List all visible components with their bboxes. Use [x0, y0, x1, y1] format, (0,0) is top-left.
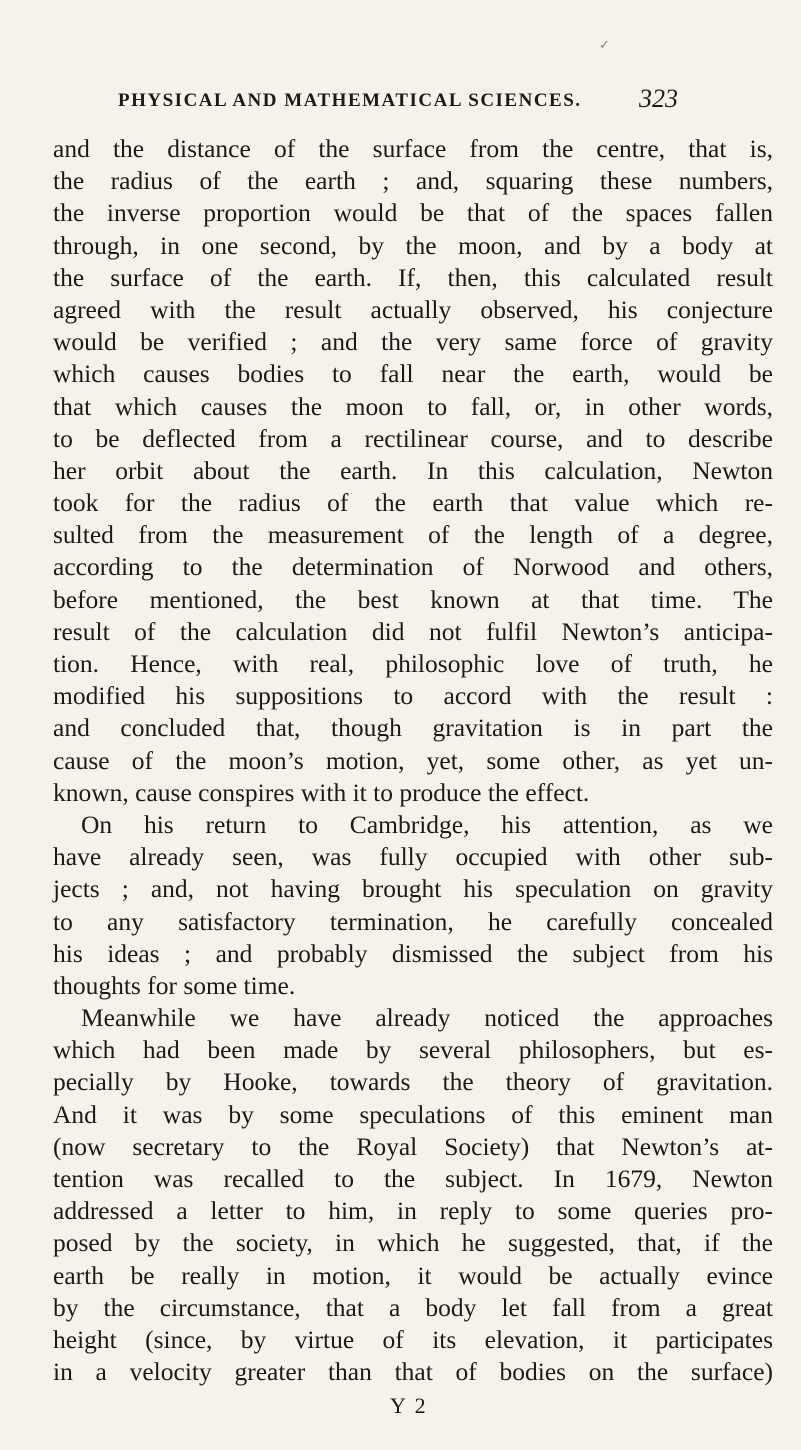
signature-mark: Y 2	[390, 1393, 428, 1418]
text-line: by the circumstance, that a body let fall from a great	[53, 1292, 773, 1322]
text-line: tention was recalled to the subject. In 1679, Newton	[53, 1164, 773, 1193]
text-line: to any satisfactory termination, he carefully concealed	[53, 906, 773, 936]
body-text	[53, 133, 773, 1388]
text-line: her orbit about the earth. In this calculation, Newton	[53, 455, 773, 485]
paragraph	[53, 809, 773, 1002]
text-line: posed by the society, in which he suggested, that, if the	[53, 1228, 773, 1258]
text-line: before mentioned, the best known at that time. The	[53, 584, 773, 614]
text-line: modified his suppositions to accord with the result :	[53, 681, 773, 711]
text-line: agreed with the result actually observed, his conjecture	[53, 294, 773, 324]
paragraph	[53, 1002, 773, 1388]
text-line: which causes bodies to fall near the earth, would be	[53, 359, 773, 389]
text-line: (now secretary to the Royal Society) that Newton’s at-	[53, 1131, 773, 1161]
text-line: have already seen, was fully occupied with other sub-	[53, 842, 773, 872]
text-line: Meanwhile we have already noticed the approaches	[81, 1003, 773, 1033]
text-line: the radius of the earth ; and, squaring these numbers,	[53, 166, 773, 196]
text-line: On his return to Cambridge, his attention, as we	[81, 809, 773, 839]
text-line: earth be really in motion, it would be actually evince	[53, 1260, 773, 1290]
text-line: which had been made by several philosophers, but es-	[53, 1035, 773, 1065]
text-line: took for the radius of the earth that value which re-	[53, 488, 773, 518]
text-line: in a velocity greater than that of bodies on the surface)	[53, 1357, 773, 1387]
page-number: 323	[639, 84, 678, 113]
text-line: cause of the moon’s motion, yet, some other, as yet un-	[53, 745, 773, 775]
text-line: and concluded that, though gravitation is in part the	[53, 713, 773, 743]
text-line: to be deflected from a rectilinear course, and to describe	[53, 423, 773, 453]
text-line: that which causes the moon to fall, or, in other words,	[53, 391, 773, 421]
text-line: thoughts for some time.	[53, 970, 296, 1000]
text-line: through, in one second, by the moon, and by a body at	[53, 230, 773, 260]
text-line: sulted from the measurement of the length of a degree,	[53, 520, 773, 550]
paragraph	[53, 133, 773, 809]
text-line: height (since, by virtue of its elevation, it participates	[53, 1324, 773, 1354]
text-line: known, cause conspires with it to produce the effect.	[53, 777, 590, 807]
text-line: would be verified ; and the very same force of gravity	[53, 327, 773, 357]
text-line: pecially by Hooke, towards the theory of gravitation.	[53, 1067, 773, 1097]
text-line: And it was by some speculations of this eminent man	[53, 1099, 773, 1129]
text-line: the surface of the earth. If, then, this calculated result	[53, 262, 773, 292]
text-line: result of the calculation did not fulfil Newton’s anticipa-	[53, 616, 773, 646]
text-line: jects ; and, not having brought his speculation on gravity	[53, 874, 773, 904]
text-line: his ideas ; and probably dismissed the subject from his	[53, 938, 773, 968]
text-line: and the distance of the surface from the centre, that is,	[53, 134, 773, 163]
running-head: PHYSICAL AND MATHEMATICAL SCIENCES.	[118, 90, 582, 111]
text-line: according to the determination of Norwood and others,	[53, 552, 773, 582]
page-header	[118, 84, 678, 116]
text-line: tion. Hence, with real, philosophic love of truth, he	[53, 649, 773, 678]
text-line: addressed a letter to him, in reply to some queries pro-	[53, 1196, 773, 1226]
corner-mark: ✓	[599, 38, 610, 53]
text-line: the inverse proportion would be that of the spaces fallen	[53, 198, 773, 228]
